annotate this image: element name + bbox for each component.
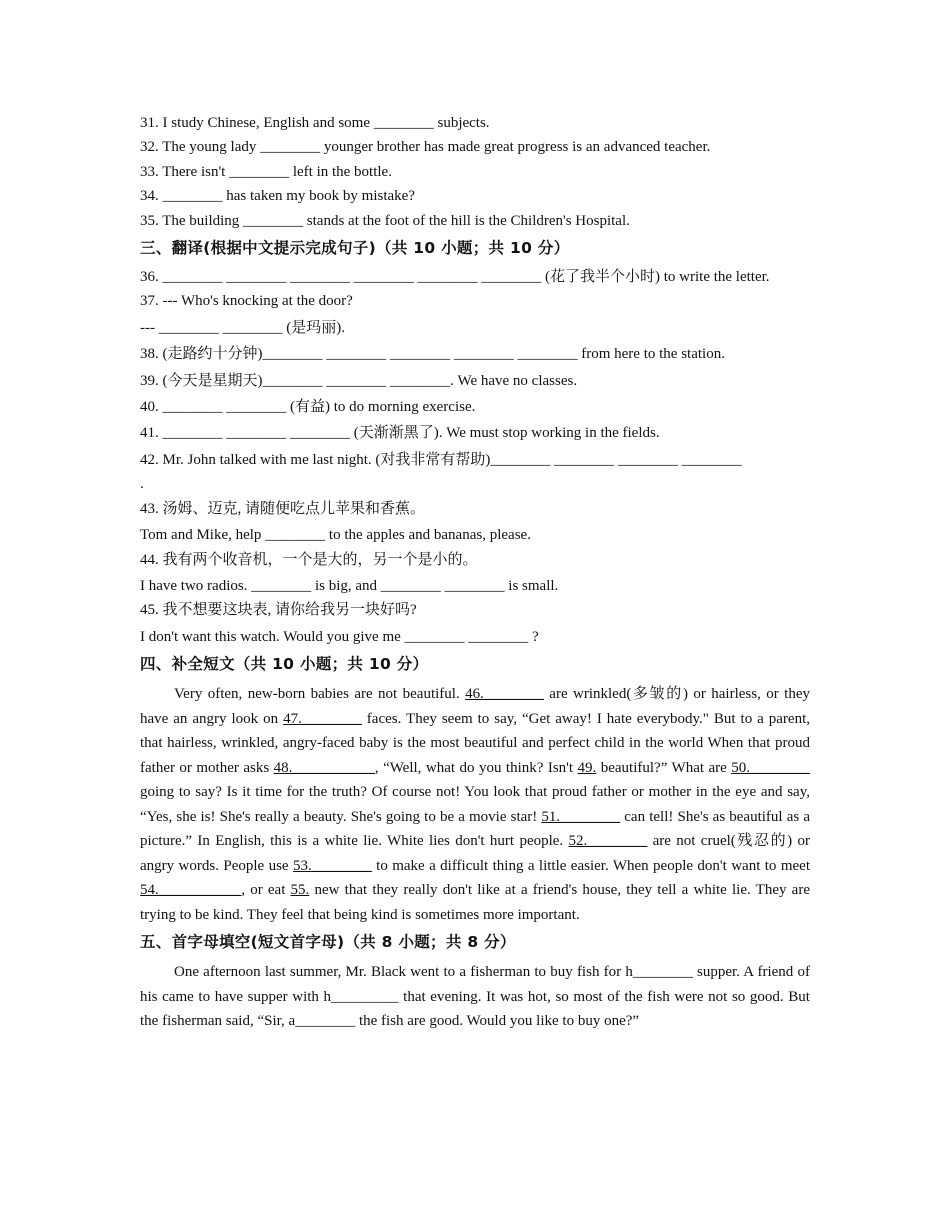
passage-text: , or eat: [241, 882, 291, 899]
blank-51: 51.________: [541, 808, 621, 825]
question-34: 34. ________ has taken my book by mistake?: [140, 188, 415, 205]
blank-48: 48.___________: [273, 759, 375, 776]
passage-text: supper. A friend of his came to have supper with h: [140, 964, 810, 1005]
question-37: 37. --- Who's knocking at the door?: [140, 293, 353, 310]
question-37-answer: --- ________ ________ (是玛丽).: [140, 319, 345, 336]
passage-text: the fish are good. Would you like to buy one?”: [355, 1013, 640, 1030]
document-page: [140, 111, 810, 1034]
question-31: 31. I study Chinese, English and some ________ subjects.: [140, 115, 490, 131]
blank-47: 47.________: [283, 710, 362, 727]
question-36: 36. ________ ________ ________ ________ ________ ________ (花了我半个小时) to write the letter.: [140, 269, 770, 286]
initial-letter-passage: [140, 960, 810, 1034]
question-39: 39. (今天是星期天)________ ________ ________. We have no classes.: [140, 372, 578, 389]
question-41: 41. ________ ________ ________ (天渐渐黑了). We must stop working in the fields.: [140, 425, 660, 442]
passage-text: One afternoon last summer, Mr. Black went to a fisherman to buy fish for h: [174, 964, 633, 981]
question-43-chinese: 43. 汤姆、迈克, 请随便吃点儿苹果和香蕉。: [140, 500, 426, 517]
section-3-heading: 三、翻译(根据中文提示完成句子)（共 10 小题；共 10 分）: [140, 239, 570, 258]
question-44-english: I have two radios. ________ is big, and ________ ________ is small.: [140, 577, 559, 594]
blank-46: 46.________: [465, 686, 544, 703]
question-33: 33. There isn't ________ left in the bottle.: [140, 163, 392, 180]
passage-text: that evening. It was hot, so most of the fish were not so good. But the fisherman said, “Sir, a: [140, 988, 810, 1030]
passage-text: can tell! She's as beautiful as a picture.” In English, this is a white lie. White lies don't hurt people.: [140, 808, 810, 850]
blank-1: ________: [632, 964, 693, 981]
question-35: 35. The building ________ stands at the foot of the hill is the Children's Hospital.: [140, 212, 630, 229]
passage-text: , “Well, what do you think? Isn't: [374, 759, 578, 776]
blank-49: 49.: [577, 759, 597, 776]
question-44-chinese: 44. 我有两个收音机，一个是大的，另一个是小的。: [140, 551, 478, 568]
passage-text: beautiful?” What are: [596, 759, 732, 776]
blank-55: 55.: [290, 882, 310, 899]
cloze-passage: [140, 682, 810, 927]
question-45-english: I don't want this watch. Would you give me ________ ________ ?: [140, 628, 539, 645]
question-43-english: Tom and Mike, help ________ to the apples and bananas, please.: [140, 527, 531, 544]
section-5-heading: 五、首字母填空(短文首字母)（共 8 小题；共 8 分）: [140, 933, 516, 952]
passage-text: are wrinkled(多皱的) or hairless, or they have an angry look on: [140, 686, 810, 727]
blank-50: 50.________: [731, 759, 810, 776]
passage-text: to make a difficult thing a little easier. When people don't want to meet: [371, 857, 810, 874]
passage-text: are not cruel(残忍的) or angry words. People use: [140, 833, 810, 874]
question-38: 38. (走路约十分钟)________ ________ ________ ________ ________ from here to the station.: [140, 346, 725, 363]
passage-text: faces. They seem to say, “Get away! I hate everybody." But to a parent, that hairless, wrinkled, angry-faced baby is the most beautiful and perfect child in the world When that proud father or mother asks: [140, 710, 810, 776]
section-4-heading: 四、补全短文（共 10 小题；共 10 分）: [140, 655, 429, 674]
question-42-period: .: [140, 476, 144, 493]
question-32: 32. The young lady ________ younger brother has made great progress is an advanced teacher.: [140, 139, 711, 156]
blank-52: 52.________: [568, 833, 648, 850]
question-40: 40. ________ ________ (有益) to do morning exercise.: [140, 399, 476, 416]
blank-53: 53.________: [293, 857, 372, 874]
question-45-chinese: 45. 我不想要这块表, 请你给我另一块好吗?: [140, 602, 417, 619]
blank-2: _________: [331, 988, 399, 1005]
passage-text: new that they really don't like at a friend's house, they tell a white lie. They are trying to be kind. They feel that being kind is sometimes more important.: [140, 882, 810, 923]
passage-text: going to say? Is it time for the truth? Of course not! You look that proud father or mother in the eye and say, “Yes, she is! She's really a beauty. She's going to be a movie star!: [140, 784, 810, 825]
blank-54: 54.___________: [140, 882, 242, 899]
blank-3: ________: [295, 1013, 356, 1030]
question-42: 42. Mr. John talked with me last night. (对我非常有帮助)________ ________ ________ ________: [140, 451, 742, 468]
passage-text: Very often, new-born babies are not beautiful.: [174, 686, 466, 703]
